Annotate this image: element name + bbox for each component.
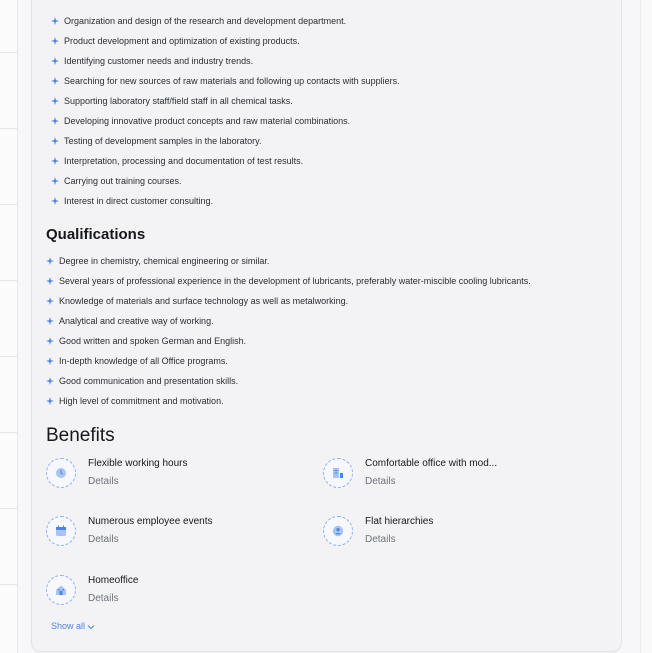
sparkle-bullet-icon xyxy=(46,357,54,365)
left-sidebar-strip xyxy=(0,0,18,653)
sparkle-bullet-icon xyxy=(46,277,54,285)
chevron-down-icon xyxy=(87,624,95,630)
list-item xyxy=(51,151,400,171)
list-item-text: Good communication and presentation skills. xyxy=(59,376,239,386)
clock-icon xyxy=(46,458,76,488)
list-item xyxy=(51,31,400,51)
list-item xyxy=(46,291,531,311)
list-item-text: Testing of development samples in the laboratory. xyxy=(64,136,262,146)
calendar-icon xyxy=(46,516,76,546)
list-item-text: Degree in chemistry, chemical engineering or similar. xyxy=(59,256,270,266)
list-item xyxy=(46,331,531,351)
qualifications-heading: Qualifications xyxy=(46,226,146,243)
sparkle-bullet-icon xyxy=(51,57,59,65)
list-item xyxy=(51,191,400,211)
list-item xyxy=(51,51,400,71)
list-item xyxy=(51,131,400,151)
list-item xyxy=(46,311,531,331)
list-item-text: Searching for new sources of raw materials and following up contacts with suppliers. xyxy=(64,76,400,86)
benefit-title: Comfortable office with mod... xyxy=(365,458,498,469)
list-item-text: Carrying out training courses. xyxy=(64,176,182,186)
list-item-text: Interpretation, processing and documentation of test results. xyxy=(64,156,304,166)
benefit-title: Flexible working hours xyxy=(88,458,188,469)
list-item-text: Organization and design of the research and development department. xyxy=(64,16,347,26)
benefit-details-link[interactable]: Details xyxy=(88,476,119,487)
qualifications-list xyxy=(46,251,531,411)
list-item xyxy=(51,91,400,111)
list-item-text: Supporting laboratory staff/field staff in all chemical tasks. xyxy=(64,96,293,106)
sparkle-bullet-icon xyxy=(46,337,54,345)
benefit-details-link[interactable]: Details xyxy=(88,534,119,545)
benefits-heading: Benefits xyxy=(46,425,115,446)
list-item-text: Developing innovative product concepts and raw material combinations. xyxy=(64,116,351,126)
list-item-text: Analytical and creative way of working. xyxy=(59,316,214,326)
list-item xyxy=(51,171,400,191)
sparkle-bullet-icon xyxy=(51,177,59,185)
list-item-text: In-depth knowledge of all Office programs. xyxy=(59,356,228,366)
list-item xyxy=(46,391,531,411)
benefit-comfortable-office[interactable] xyxy=(323,458,563,494)
sparkle-bullet-icon xyxy=(46,297,54,305)
right-scroll-gutter xyxy=(640,0,652,653)
list-item xyxy=(51,71,400,91)
show-all-label: Show all xyxy=(51,621,86,631)
list-item xyxy=(46,271,531,291)
benefit-details-link[interactable]: Details xyxy=(365,534,396,545)
people-icon xyxy=(323,516,353,546)
sparkle-bullet-icon xyxy=(46,377,54,385)
responsibilities-list xyxy=(51,11,400,211)
sparkle-bullet-icon xyxy=(51,117,59,125)
list-item-text: Identifying customer needs and industry trends. xyxy=(64,56,254,66)
list-item xyxy=(51,11,400,31)
list-item-text: High level of commitment and motivation. xyxy=(59,396,224,406)
list-item xyxy=(46,251,531,271)
benefit-flexible-hours[interactable] xyxy=(46,458,286,494)
benefit-employee-events[interactable] xyxy=(46,516,286,552)
benefit-details-link[interactable]: Details xyxy=(88,593,119,604)
list-item-text: Product development and optimization of existing products. xyxy=(64,36,300,46)
sparkle-bullet-icon xyxy=(46,317,54,325)
sparkle-bullet-icon xyxy=(51,157,59,165)
sparkle-bullet-icon xyxy=(51,17,59,25)
benefit-title: Numerous employee events xyxy=(88,516,213,527)
benefit-homeoffice[interactable] xyxy=(46,575,286,611)
sparkle-bullet-icon xyxy=(51,77,59,85)
sparkle-bullet-icon xyxy=(46,257,54,265)
list-item xyxy=(51,111,400,131)
sparkle-bullet-icon xyxy=(51,197,59,205)
sparkle-bullet-icon xyxy=(51,37,59,45)
sparkle-bullet-icon xyxy=(46,397,54,405)
sparkle-bullet-icon xyxy=(51,137,59,145)
benefit-title: Homeoffice xyxy=(88,575,139,586)
benefit-flat-hierarchies[interactable] xyxy=(323,516,563,552)
show-all-link[interactable] xyxy=(51,621,95,631)
list-item-text: Knowledge of materials and surface technology as well as metalworking. xyxy=(59,296,349,306)
benefit-details-link[interactable]: Details xyxy=(365,476,396,487)
sparkle-bullet-icon xyxy=(51,97,59,105)
list-item xyxy=(46,371,531,391)
house-icon xyxy=(46,575,76,605)
list-item-text: Several years of professional experience in the development of lubricants, preferably water-miscible cooling lubricants. xyxy=(59,276,531,286)
list-item-text: Interest in direct customer consulting. xyxy=(64,196,214,206)
office-icon xyxy=(323,458,353,488)
benefit-title: Flat hierarchies xyxy=(365,516,434,527)
list-item xyxy=(46,351,531,371)
list-item-text: Good written and spoken German and English. xyxy=(59,336,247,346)
